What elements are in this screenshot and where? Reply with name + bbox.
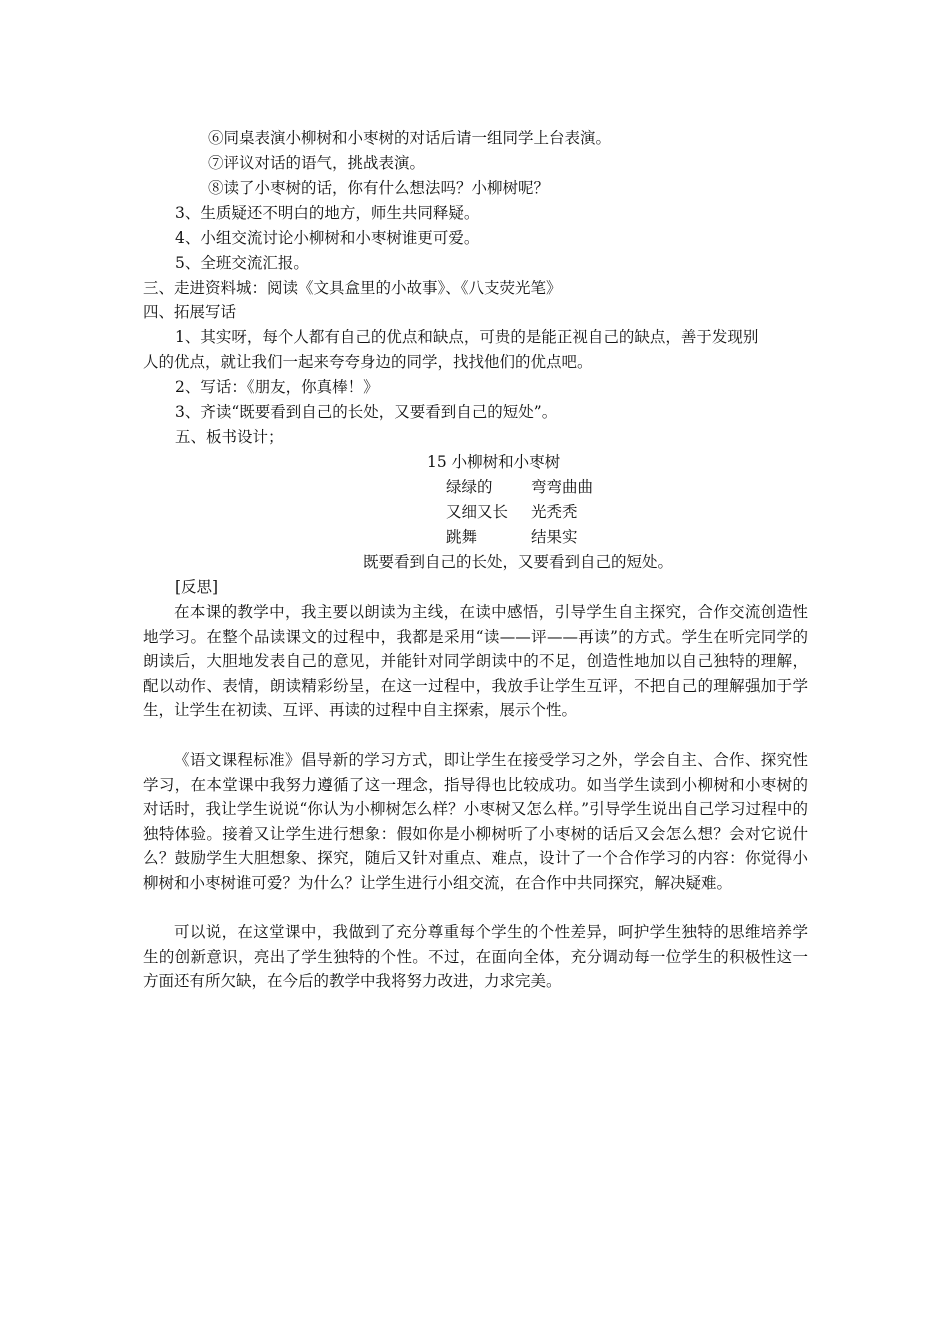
step-3: 3、生质疑还不明白的地方，师生共同释疑。: [175, 204, 480, 222]
step-item-7: ⑦评议对话的语气，挑战表演。: [208, 154, 426, 172]
board-row-3-right: 结果实: [531, 528, 578, 546]
section-4-item-2: 2、写话：《朋友，你真棒！》: [175, 378, 379, 396]
reflection-paragraph-2: 《语文课程标准》倡导新的学习方式，即让学生在接受学习之外，学会自主、合作、探究性学习，在本堂课中我努力遵循了这一理念，指导得也比较成功。如当学生读到小柳树和小枣树的对话时，我让学生说说“你认为小柳树怎么样？小枣树又怎么样。”引导学生说出自己学习过程中的独特体验。接着又让学生进行想象：假如你是小柳树听了小枣树的话后又会怎么想？会对它说什么？鼓励学生大胆想象、探究，随后又针对重点、难点，设计了一个合作学习的内容：你觉得小柳树和小枣树谁可爱？为什么？让学生进行小组交流，在合作中共同探究，解决疑难。: [143, 751, 808, 892]
section-4-item-1-line-2: 人的优点，就让我们一起来夸夸身边的同学，找找他们的优点吧。: [143, 353, 593, 371]
section-4-item-1-line-1: 1、其实呀，每个人都有自己的优点和缺点，可贵的是能正视自己的缺点，善于发现别: [175, 328, 759, 346]
board-row-3-left: 跳舞: [446, 528, 478, 546]
step-item-6: ⑥同桌表演小柳树和小枣树的对话后请一组同学上台表演。: [208, 129, 612, 147]
section-3-heading: 三、走进资料城：阅读《文具盒里的小故事》、《八支荧光笔》: [143, 279, 562, 297]
step-5: 5、全班交流汇报。: [175, 254, 309, 272]
section-4-heading: 四、拓展写话: [143, 303, 237, 321]
board-row-1-right: 弯弯曲曲: [531, 478, 594, 496]
board-motto: 既要看到自己的长处，又要看到自己的短处。: [363, 553, 674, 571]
board-row-1-left: 绿绿的: [446, 478, 493, 496]
section-5-heading: 五、板书设计；: [175, 428, 284, 446]
step-4: 4、小组交流讨论小柳树和小枣树谁更可爱。: [175, 229, 480, 247]
board-title: 15 小柳树和小枣树: [427, 453, 561, 471]
reflection-label: [反思]: [175, 578, 219, 596]
board-row-2-right: 光秃秃: [531, 503, 578, 521]
reflection-paragraph-1: 在本课的教学中，我主要以朗读为主线，在读中感悟，引导学生自主探究，合作交流创造性地学习。在整个品读课文的过程中，我都是采用“读——评——再读”的方式。学生在听完同学的朗读后，大胆地发表自己的意见，并能针对同学朗读中的不足，创造性地加以自己独特的理解，配以动作、表情，朗读精彩纷呈，在这一过程中，我放手让学生互评，不把自己的理解强加于学生，让学生在初读、互评、再读的过程中自主探索，展示个性。: [143, 603, 808, 719]
reflection-paragraph-3: 可以说，在这堂课中，我做到了充分尊重每个学生的个性差异，呵护学生独特的思维培养学生的创新意识，亮出了学生独特的个性。不过，在面向全体，充分调动每一位学生的积极性这一方面还有所欠缺，在今后的教学中我将努力改进，力求完美。: [143, 923, 808, 990]
step-item-8: ⑧读了小枣树的话，你有什么想法吗？小柳树呢？: [208, 179, 550, 197]
section-4-item-3: 3、齐读“既要看到自己的长处，又要看到自己的短处”。: [175, 403, 558, 421]
board-row-2-left: 又细又长: [446, 503, 509, 521]
